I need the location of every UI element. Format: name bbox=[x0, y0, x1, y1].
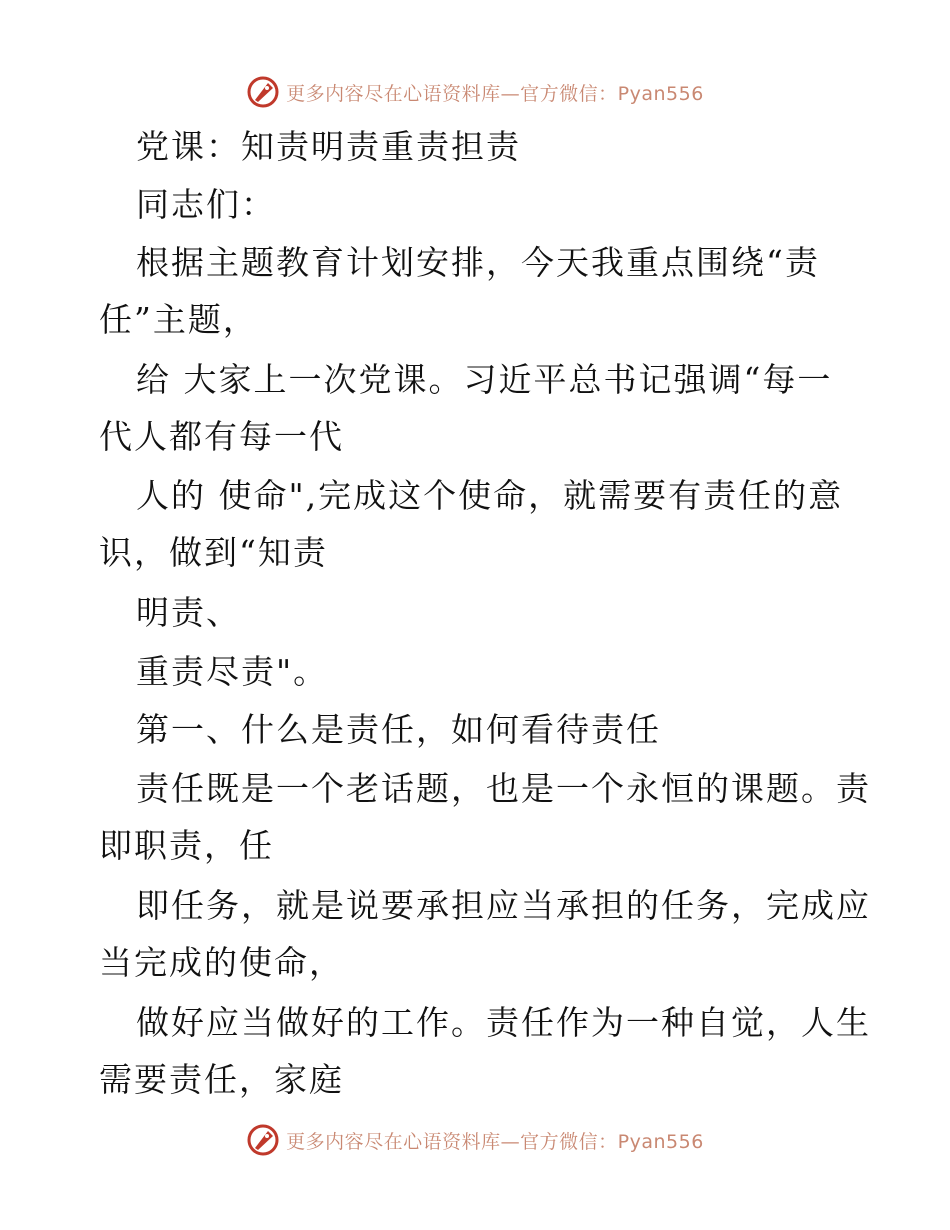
footer-watermark bbox=[0, 1120, 950, 1160]
pen-nib-logo-icon bbox=[246, 1123, 280, 1157]
watermark-text: 更多内容尽在心语资料库—官方微信：Pyan556 bbox=[286, 1130, 704, 1153]
paragraph-line: 即职责，任 bbox=[99, 826, 274, 865]
paragraph-line: 任”主题， bbox=[99, 300, 258, 339]
salutation: 同志们： bbox=[136, 185, 276, 224]
paragraph-line: 当完成的使命， bbox=[99, 943, 344, 982]
paragraph-line: 明责、 bbox=[136, 593, 241, 632]
paragraph-line: 重责尽责"。 bbox=[136, 652, 329, 691]
paragraph-line: 代人都有每一代 bbox=[99, 417, 344, 456]
paragraph-line: 责任既是一个老话题，也是一个永恒的课题。责 bbox=[136, 769, 871, 808]
paragraph-line: 根据主题教育计划安排，今天我重点围绕“责 bbox=[136, 243, 820, 282]
paragraph-line: 识，做到“知责 bbox=[99, 533, 328, 572]
watermark-text: 更多内容尽在心语资料库—官方微信：Pyan556 bbox=[286, 82, 704, 105]
section-heading: 第一、什么是责任，如何看待责任 bbox=[136, 710, 661, 749]
paragraph-line: 做好应当做好的工作。责任作为一种自觉，人生 bbox=[136, 1003, 871, 1042]
paragraph-line: 人的 使命",完成这个使命，就需要有责任的意 bbox=[136, 476, 844, 515]
paragraph-line: 需要责任，家庭 bbox=[99, 1060, 344, 1099]
paragraph-line: 即任务，就是说要承担应当承担的任务，完成应 bbox=[136, 886, 871, 925]
document-title: 党课：知责明责重责担责 bbox=[136, 127, 521, 166]
paragraph-line: 给 大家上一次党课。习近平总书记强调“每一 bbox=[136, 360, 833, 399]
